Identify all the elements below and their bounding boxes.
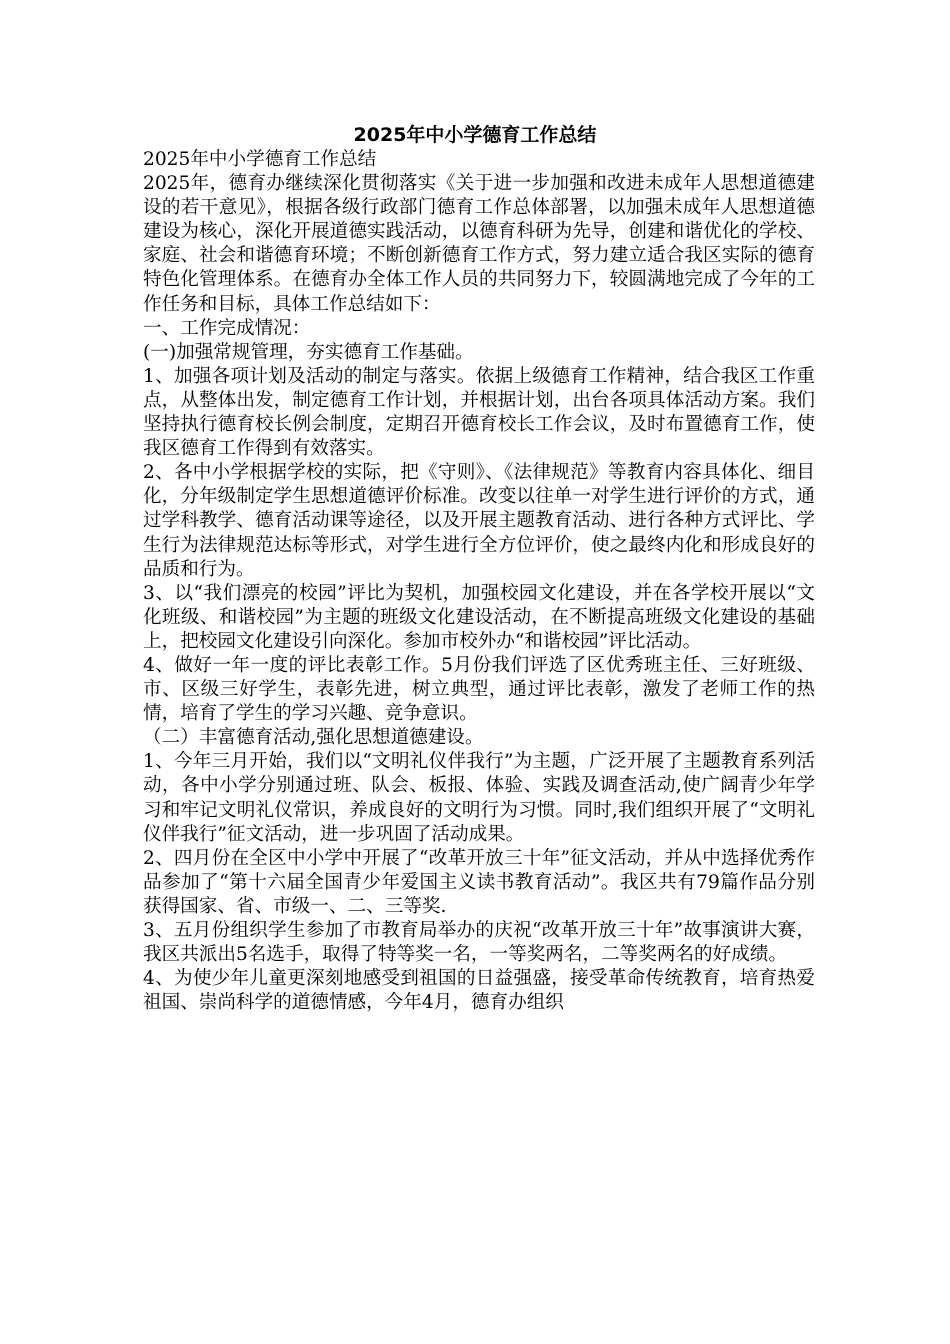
paragraph: 4、做好一年一度的评比表彰工作。5月份我们评选了区优秀班主任、三好班级、市、区级三好学生，表彰先进，树立典型，通过评比表彰，激发了老师工作的热情，培育了学生的学习兴趣、竞争意识。 [143, 654, 815, 725]
paragraph: 2、各中小学根据学校的实际，把《守则》、《法律规范》等教育内容具体化、细目化，分年级制定学生思想道德评价标准。改变以往单一对学生进行评价的方式，通过学科教学、德育活动课等途径，以及开展主题教育活动、进行各种方式评比、学生行为法律规范达标等形式，对学生进行全方位评价，使之最终内化和形成良好的品质和行为。 [143, 462, 815, 580]
subsection-heading: (一)加强常规管理，夯实德育工作基础。 [143, 341, 474, 363]
document-title: 2025年中小学德育工作总结 [353, 124, 597, 146]
paragraph: 4、为使少年儿童更深刻地感受到祖国的日益强盛，接受革命传统教育，培育热爱祖国、崇尚科学的道德情感，今年4月，德育办组织 [143, 968, 815, 1014]
paragraph: 3、五月份组织学生参加了市教育局举办的庆祝“改革开放三十年”故事演讲大赛，我区共派出5名选手，取得了特等奖一名，一等奖两名，二等奖两名的好成绩。 [143, 920, 815, 966]
document-body [143, 148, 815, 1015]
intro-paragraph: 2025年，德育办继续深化贯彻落实《关于进一步加强和改进未成年人思想道德建设的若干意见》，根据各级行政部门德育工作总体部署，以加强未成年人思想道德建设为核心，深化开展道德实践活动，以德育科研为先导，创建和谐优化的学校、家庭、社会和谐德育环境；不断创新德育工作方式，努力建立适合我区实际的德育特色化管理体系。在德育办全体工作人员的共同努力下，较圆满地完成了今年的工作任务和目标，具体工作总结如下： [143, 173, 815, 315]
paragraph: 1、今年三月开始，我们以“文明礼仪伴我行”为主题，广泛开展了主题教育系列活动，各中小学分别通过班、队会、板报、体验、实践及调查活动,使广阔青少年学习和牢记文明礼仪常识，养成良好的文明行为习惯。同时,我们组织开展了“文明礼仪伴我行”征文活动，进一步巩固了活动成果。 [143, 751, 815, 845]
paragraph: 3、以“我们漂亮的校园”评比为契机，加强校园文化建设，并在各学校开展以“文化班级、和谐校园”为主题的班级文化建设活动，在不断提高班级文化建设的基础上，把校园文化建设引向深化。参加市校外办“和谐校园”评比活动。 [143, 582, 815, 652]
section-heading: 一、工作完成情况： [143, 317, 311, 339]
paragraph: 2、四月份在全区中小学中开展了“改革开放三十年”征文活动，并从中选择优秀作品参加了“第十六届全国青少年爱国主义读书教育活动”。我区共有79篇作品分别获得国家、省、市级一、二、三等奖. [143, 847, 815, 917]
document-subtitle: 2025年中小学德育工作总结 [143, 149, 377, 170]
paragraph: 1、加强各项计划及活动的制定与落实。依据上级德育工作精神，结合我区工作重点，从整体出发，制定德育工作计划，并根据计划，出台各项具体活动方案。我们坚持执行德育校长例会制度，定期召开德育校长工作会议，及时布置德育工作，使我区德育工作得到有效落实。 [143, 365, 815, 460]
subsection-heading: （二）丰富德育活动,强化思想道德建设。 [143, 727, 484, 749]
